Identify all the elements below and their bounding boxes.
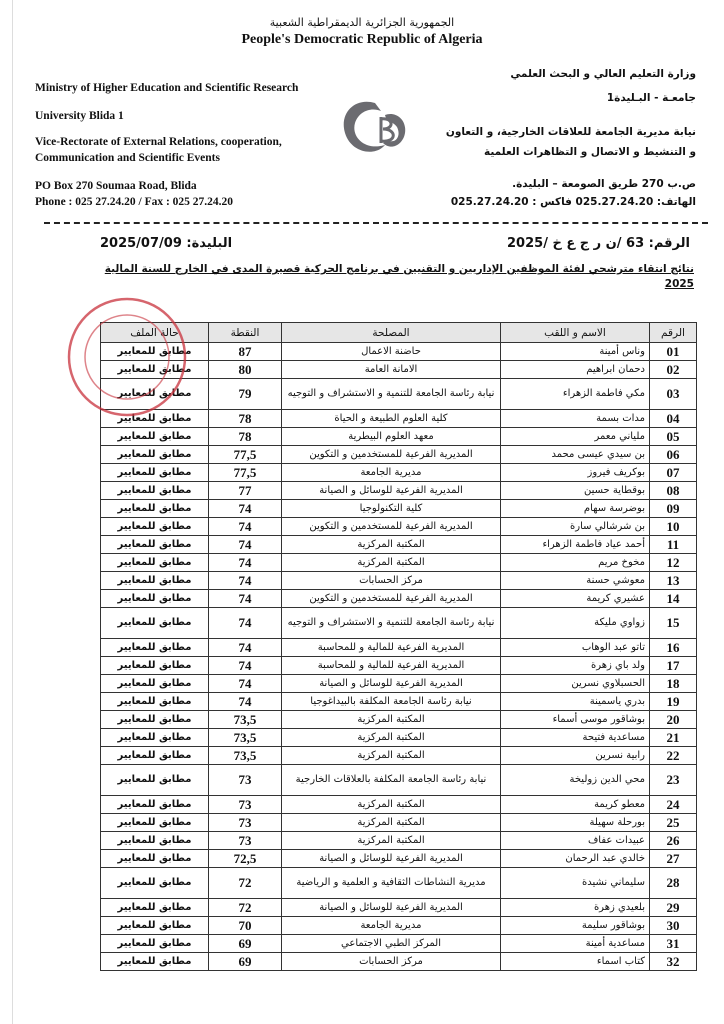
phone-ar: الهاتف: 025.27.24.20 فاكس : 025.27.24.20	[450, 196, 696, 208]
row-number: 24	[650, 796, 697, 814]
table-row	[101, 796, 697, 814]
candidate-name: رابية نسرين	[501, 747, 650, 765]
score: 74	[209, 590, 282, 608]
header-status: حالة الملف	[101, 323, 209, 343]
row-number: 04	[650, 410, 697, 428]
department: المكتبة المركزية	[282, 814, 501, 832]
table-row	[101, 410, 697, 428]
department: المديرية الفرعية للمالية و للمحاسبة	[282, 639, 501, 657]
score: 74	[209, 536, 282, 554]
phone-en: Phone : 025 27.24.20 / Fax : 025 27.24.20	[35, 196, 234, 208]
file-status: مطابق للمعايير	[101, 639, 209, 657]
department: معهد العلوم البيطرية	[282, 428, 501, 446]
department: مركز الحسابات	[282, 572, 501, 590]
score: 73,5	[209, 729, 282, 747]
candidate-name: بن شرشالي سارة	[501, 518, 650, 536]
republic-ar: الجمهورية الجزائرية الديمقراطية الشعبية	[269, 16, 455, 29]
candidate-name: عبيدات عفاف	[501, 832, 650, 850]
department: المديرية الفرعية للوسائل و الصيانة	[282, 482, 501, 500]
file-status: مطابق للمعايير	[101, 464, 209, 482]
score: 73	[209, 796, 282, 814]
header-number: الرقم	[650, 323, 697, 343]
department: مركز الحسابات	[282, 953, 501, 971]
department: كلية التكنولوجيا	[282, 500, 501, 518]
reference-date: البليدة: 2025/07/09	[100, 236, 233, 251]
candidate-name: بلعيدي زهرة	[501, 899, 650, 917]
candidate-name: معطو كريمة	[501, 796, 650, 814]
table-row	[101, 464, 697, 482]
file-status: مطابق للمعايير	[101, 361, 209, 379]
university-logo	[335, 95, 415, 160]
file-status: مطابق للمعايير	[101, 850, 209, 868]
row-number: 30	[650, 917, 697, 935]
score: 74	[209, 608, 282, 639]
republic-en: People's Democratic Republic of Algeria	[241, 32, 483, 47]
candidate-name: زواوي مليكة	[501, 608, 650, 639]
score: 72	[209, 899, 282, 917]
score: 74	[209, 572, 282, 590]
table-row	[101, 554, 697, 572]
department: المركز الطبي الاجتماعي	[282, 935, 501, 953]
department: المكتبة المركزية	[282, 729, 501, 747]
department: كلية العلوم الطبيعة و الحياة	[282, 410, 501, 428]
candidate-name: ملياني معمر	[501, 428, 650, 446]
table-row	[101, 814, 697, 832]
candidate-name: خالدي عبد الرحمان	[501, 850, 650, 868]
row-number: 21	[650, 729, 697, 747]
score: 78	[209, 428, 282, 446]
results-table	[100, 322, 697, 971]
table-row	[101, 850, 697, 868]
candidate-name: بوكريف فيروز	[501, 464, 650, 482]
score: 74	[209, 554, 282, 572]
ministry-en: Ministry of Higher Education and Scientific Research	[35, 82, 299, 94]
file-status: مطابق للمعايير	[101, 428, 209, 446]
file-status: مطابق للمعايير	[101, 343, 209, 361]
table-row	[101, 572, 697, 590]
row-number: 15	[650, 608, 697, 639]
row-number: 11	[650, 536, 697, 554]
table-row	[101, 428, 697, 446]
address-en: PO Box 270 Soumaa Road, Blida	[35, 180, 197, 192]
row-number: 22	[650, 747, 697, 765]
score: 77,5	[209, 464, 282, 482]
department: نيابة رئاسة الجامعة المكلفة بالعلاقات الخارجية	[282, 765, 501, 796]
table-row	[101, 608, 697, 639]
row-number: 01	[650, 343, 697, 361]
reference-number: الرقم: 63 /ن ر ج ع خ /2025	[507, 236, 690, 251]
candidate-name: مكي فاطمة الزهراء	[501, 379, 650, 410]
table-row	[101, 657, 697, 675]
table-row	[101, 765, 697, 796]
file-status: مطابق للمعايير	[101, 899, 209, 917]
row-number: 32	[650, 953, 697, 971]
file-status: مطابق للمعايير	[101, 675, 209, 693]
table-row	[101, 693, 697, 711]
score: 87	[209, 343, 282, 361]
table-row	[101, 379, 697, 410]
file-status: مطابق للمعايير	[101, 953, 209, 971]
vice-rectorate-en-1: Vice-Rectorate of External Relations, cooperation,	[35, 136, 282, 148]
page-edge	[12, 0, 13, 1024]
candidate-name: كتاب اسماء	[501, 953, 650, 971]
candidate-name: بوقطاية حسين	[501, 482, 650, 500]
candidate-name: معوشي حسنة	[501, 572, 650, 590]
header-name: الاسم و اللقب	[501, 323, 650, 343]
file-status: مطابق للمعايير	[101, 693, 209, 711]
row-number: 17	[650, 657, 697, 675]
department: المديرية الفرعية للوسائل و الصيانة	[282, 675, 501, 693]
row-number: 27	[650, 850, 697, 868]
candidate-name: محي الدين زوليخة	[501, 765, 650, 796]
candidate-name: أحمد عياد فاطمة الزهراء	[501, 536, 650, 554]
ministry-ar: وزارة التعليم العالي و البحث العلمي	[510, 68, 696, 80]
table-row	[101, 639, 697, 657]
row-number: 31	[650, 935, 697, 953]
department: المديرية الفرعية للوسائل و الصيانة	[282, 899, 501, 917]
separator-line	[44, 222, 708, 224]
candidate-name: ولد باي زهرة	[501, 657, 650, 675]
file-status: مطابق للمعايير	[101, 482, 209, 500]
score: 73	[209, 814, 282, 832]
row-number: 26	[650, 832, 697, 850]
table-row	[101, 868, 697, 899]
file-status: مطابق للمعايير	[101, 554, 209, 572]
table-row	[101, 747, 697, 765]
department: مديرية الجامعة	[282, 917, 501, 935]
row-number: 19	[650, 693, 697, 711]
candidate-name: بن سيدي عيسى محمد	[501, 446, 650, 464]
score: 74	[209, 657, 282, 675]
score: 73,5	[209, 711, 282, 729]
file-status: مطابق للمعايير	[101, 572, 209, 590]
department: المكتبة المركزية	[282, 711, 501, 729]
candidate-name: تاتو عبد الوهاب	[501, 639, 650, 657]
department: المديرية الفرعية للوسائل و الصيانة	[282, 850, 501, 868]
file-status: مطابق للمعايير	[101, 747, 209, 765]
table-row	[101, 711, 697, 729]
department: المكتبة المركزية	[282, 747, 501, 765]
file-status: مطابق للمعايير	[101, 935, 209, 953]
file-status: مطابق للمعايير	[101, 608, 209, 639]
score: 72,5	[209, 850, 282, 868]
candidate-name: بوشاقور موسى أسماء	[501, 711, 650, 729]
row-number: 18	[650, 675, 697, 693]
document-title: نتائج انتقاء مترشحي لفئة الموظفين الإداريين و التقنيين في برنامج الحركية قصيرة المدى في الخارج للسنة المالية 2025	[104, 263, 694, 290]
table-row	[101, 482, 697, 500]
row-number: 06	[650, 446, 697, 464]
file-status: مطابق للمعايير	[101, 518, 209, 536]
file-status: مطابق للمعايير	[101, 765, 209, 796]
file-status: مطابق للمعايير	[101, 590, 209, 608]
candidate-name: بوشاقور سليمة	[501, 917, 650, 935]
table-row	[101, 343, 697, 361]
department: الامانة العامة	[282, 361, 501, 379]
department: المكتبة المركزية	[282, 536, 501, 554]
score: 78	[209, 410, 282, 428]
candidate-name: عشيري كريمة	[501, 590, 650, 608]
candidate-name: مساعدية فتيحة	[501, 729, 650, 747]
row-number: 13	[650, 572, 697, 590]
department: المديرية الفرعية للمستخدمين و التكوين	[282, 590, 501, 608]
table-row	[101, 518, 697, 536]
row-number: 09	[650, 500, 697, 518]
file-status: مطابق للمعايير	[101, 379, 209, 410]
file-status: مطابق للمعايير	[101, 832, 209, 850]
table-row	[101, 953, 697, 971]
department: حاضنة الاعمال	[282, 343, 501, 361]
vice-rectorate-en-2: Communication and Scientific Events	[35, 152, 220, 164]
department: نيابة رئاسة الجامعة للتنمية و الاستشراف و التوجيه	[282, 608, 501, 639]
table-row	[101, 832, 697, 850]
candidate-name: مخوخ مريم	[501, 554, 650, 572]
table-row	[101, 935, 697, 953]
score: 74	[209, 518, 282, 536]
score: 77,5	[209, 446, 282, 464]
department: مديرية الجامعة	[282, 464, 501, 482]
file-status: مطابق للمعايير	[101, 729, 209, 747]
table-header-row	[101, 323, 697, 343]
score: 74	[209, 639, 282, 657]
header-department: المصلحة	[282, 323, 501, 343]
row-number: 14	[650, 590, 697, 608]
table-row	[101, 675, 697, 693]
candidate-name: مساعدية أمينة	[501, 935, 650, 953]
row-number: 07	[650, 464, 697, 482]
file-status: مطابق للمعايير	[101, 410, 209, 428]
score: 69	[209, 935, 282, 953]
department: المكتبة المركزية	[282, 796, 501, 814]
score: 74	[209, 675, 282, 693]
score: 73,5	[209, 747, 282, 765]
department: المديرية الفرعية للمالية و للمحاسبة	[282, 657, 501, 675]
address-ar: ص.ب 270 طريق الصومعة – البليدة.	[512, 178, 696, 190]
department: المكتبة المركزية	[282, 832, 501, 850]
candidate-name: سليماني نشيدة	[501, 868, 650, 899]
row-number: 03	[650, 379, 697, 410]
table-row	[101, 536, 697, 554]
candidate-name: وناس أمينة	[501, 343, 650, 361]
table-row	[101, 729, 697, 747]
score: 69	[209, 953, 282, 971]
vice-rectorate-ar-2: و التنشيط و الاتصال و التظاهرات العلمية	[483, 146, 696, 158]
header-score: النقطة	[209, 323, 282, 343]
candidate-name: مدات بسمة	[501, 410, 650, 428]
department: المكتبة المركزية	[282, 554, 501, 572]
score: 72	[209, 868, 282, 899]
score: 74	[209, 693, 282, 711]
row-number: 25	[650, 814, 697, 832]
university-ar: جامعـة - البـليدة1	[606, 92, 696, 104]
department: نيابة رئاسة الجامعة المكلفة بالبيداغوجيا	[282, 693, 501, 711]
score: 74	[209, 500, 282, 518]
table-row	[101, 899, 697, 917]
row-number: 08	[650, 482, 697, 500]
row-number: 23	[650, 765, 697, 796]
row-number: 05	[650, 428, 697, 446]
score: 77	[209, 482, 282, 500]
department: مديرية النشاطات الثقافية و العلمية و الرياضية	[282, 868, 501, 899]
file-status: مطابق للمعايير	[101, 446, 209, 464]
row-number: 02	[650, 361, 697, 379]
table-row	[101, 500, 697, 518]
department: المديرية الفرعية للمستخدمين و التكوين	[282, 518, 501, 536]
row-number: 10	[650, 518, 697, 536]
table-row	[101, 361, 697, 379]
file-status: مطابق للمعايير	[101, 796, 209, 814]
file-status: مطابق للمعايير	[101, 536, 209, 554]
score: 70	[209, 917, 282, 935]
candidate-name: الحسبلاوي نسرين	[501, 675, 650, 693]
file-status: مطابق للمعايير	[101, 500, 209, 518]
score: 73	[209, 765, 282, 796]
table-row	[101, 590, 697, 608]
file-status: مطابق للمعايير	[101, 868, 209, 899]
file-status: مطابق للمعايير	[101, 657, 209, 675]
file-status: مطابق للمعايير	[101, 814, 209, 832]
university-en: University Blida 1	[35, 110, 124, 122]
candidate-name: بورحلة سهيلة	[501, 814, 650, 832]
row-number: 28	[650, 868, 697, 899]
department: نيابة رئاسة الجامعة للتنمية و الاستشراف و التوجيه	[282, 379, 501, 410]
table-row	[101, 446, 697, 464]
vice-rectorate-ar-1: نيابة مديرية الجامعة للعلاقات الخارجية، و التعاون	[445, 126, 696, 138]
file-status: مطابق للمعايير	[101, 917, 209, 935]
row-number: 20	[650, 711, 697, 729]
row-number: 16	[650, 639, 697, 657]
table-row	[101, 917, 697, 935]
candidate-name: بوضرسة سهام	[501, 500, 650, 518]
score: 79	[209, 379, 282, 410]
row-number: 12	[650, 554, 697, 572]
score: 80	[209, 361, 282, 379]
score: 73	[209, 832, 282, 850]
candidate-name: دحمان ابراهيم	[501, 361, 650, 379]
file-status: مطابق للمعايير	[101, 711, 209, 729]
candidate-name: بدري ياسمينة	[501, 693, 650, 711]
row-number: 29	[650, 899, 697, 917]
department: المديرية الفرعية للمستخدمين و التكوين	[282, 446, 501, 464]
